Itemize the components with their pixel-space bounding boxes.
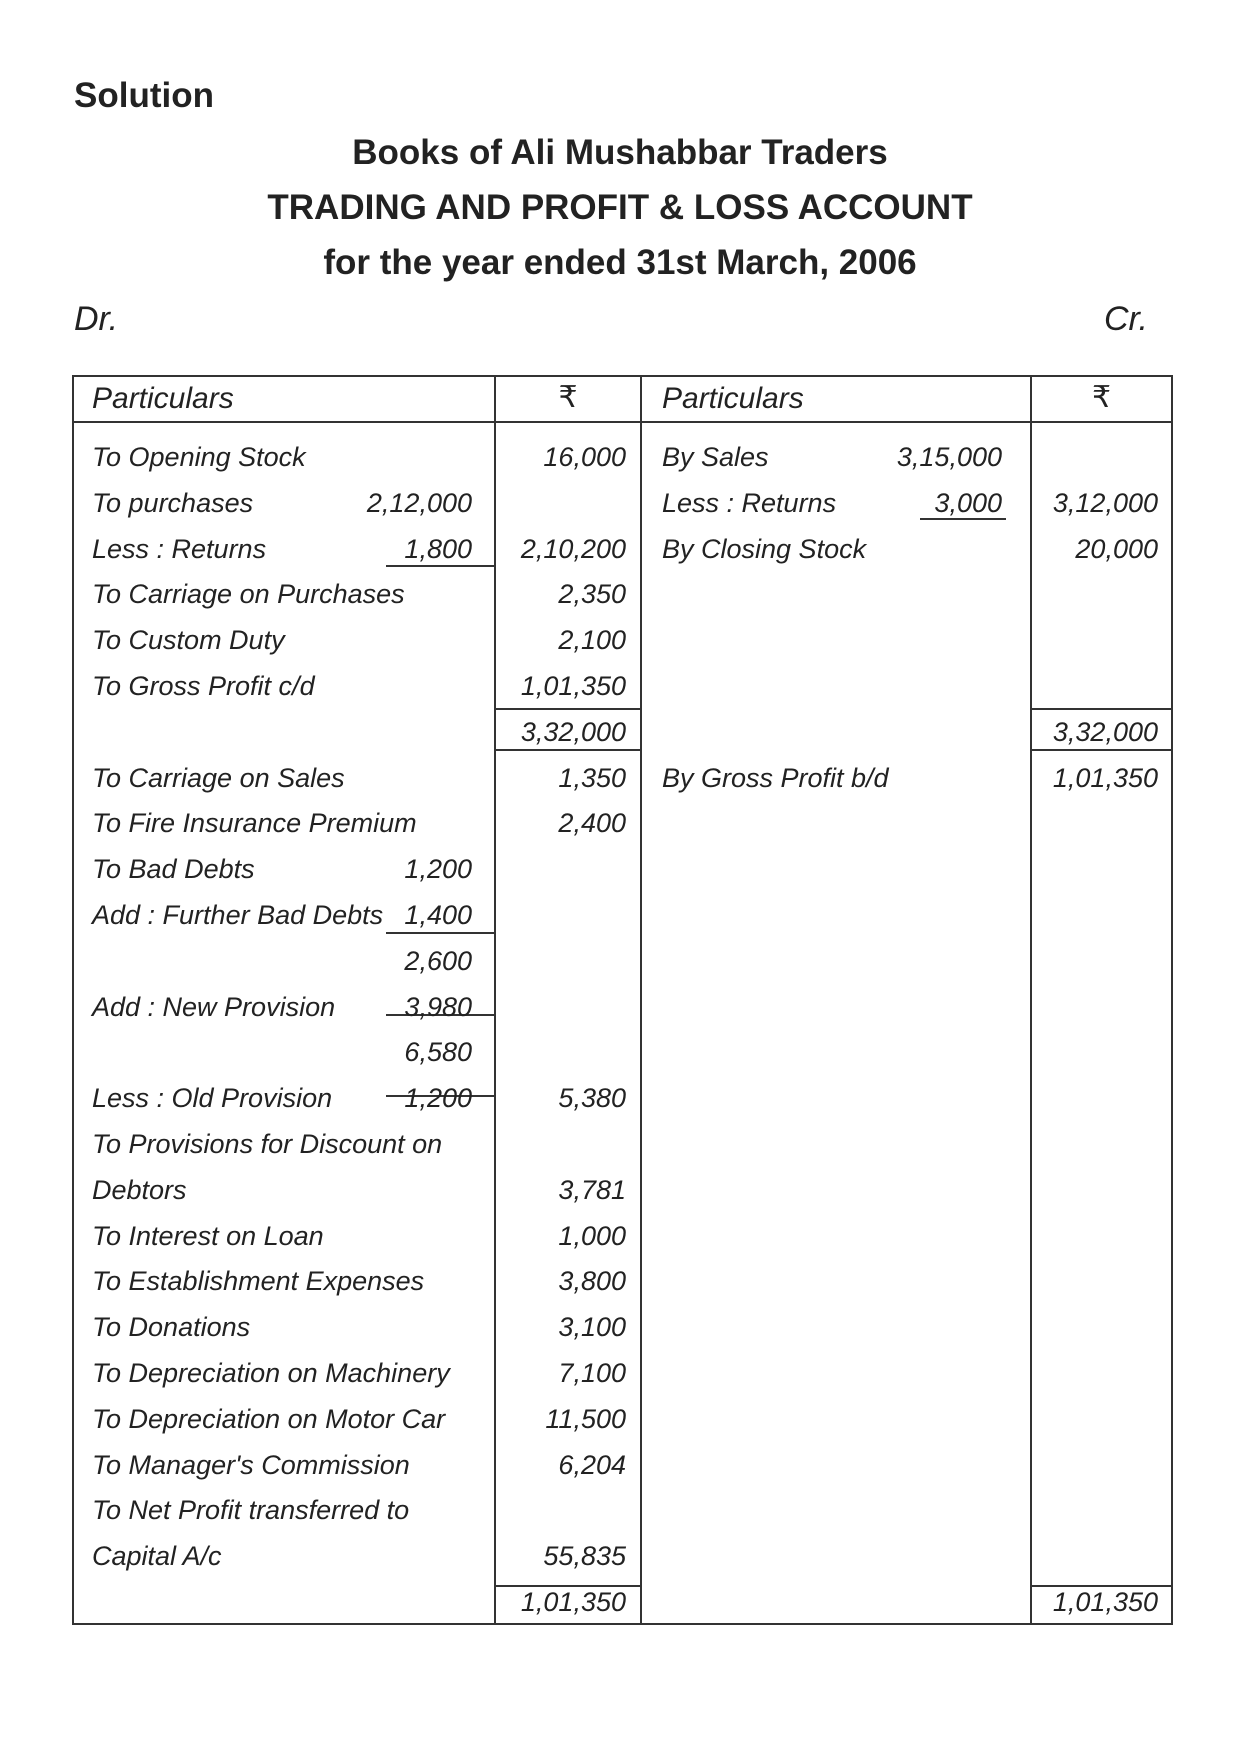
debit-row-label: To Manager's Commission (92, 1449, 410, 1480)
inner-rule (386, 932, 494, 934)
credit-row-label: By Gross Profit b/d (662, 762, 889, 793)
debit-row-label: To Provisions for Discount on (92, 1129, 443, 1159)
debit-row-label: To purchases (92, 487, 254, 518)
total-rule-top (1030, 708, 1171, 710)
dr-label: Dr. (74, 300, 119, 338)
debit-row-label: To Depreciation on Machinery (92, 1358, 450, 1388)
debit-row-inner-amount: 1,200 (404, 1083, 472, 1114)
credit-row-amount: 3,12,000 (1052, 487, 1158, 518)
credit-row-label: By Closing Stock (662, 533, 867, 564)
debit-row-inner-amount: 2,600 (404, 945, 472, 976)
debit-row-inner-amount: 2,12,000 (366, 487, 472, 518)
column-divider (494, 377, 496, 1623)
credit-row-label: Less : Returns (662, 487, 837, 518)
column-divider (1030, 377, 1032, 1623)
credit-particulars-header: Particulars (662, 382, 804, 415)
debit-row-amount: 1,350 (558, 762, 626, 793)
inner-rule (386, 565, 494, 567)
debit-particulars-header: Particulars (92, 382, 234, 415)
debit-row-amount: 2,10,200 (520, 533, 626, 564)
period-title: for the year ended 31st March, 2006 (323, 243, 917, 282)
debit-row-inner-amount: 6,580 (404, 1037, 472, 1068)
debit-row-amount: 1,000 (558, 1220, 626, 1251)
inner-rule (920, 518, 1006, 520)
debit-row-amount: 2,400 (558, 808, 626, 839)
debit-row-amount: 16,000 (543, 442, 626, 472)
debit-row-label: To Net Profit transferred to (92, 1495, 410, 1526)
cr-label: Cr. (1103, 300, 1148, 338)
credit-row-amount: 1,01,350 (1052, 762, 1158, 793)
debit-row-label: To Gross Profit c/d (92, 671, 315, 701)
credit-row-amount: 20,000 (1075, 533, 1158, 564)
debit-currency-header: ₹ (558, 381, 578, 414)
debit-row-amount: 2,350 (558, 579, 626, 610)
credit-row-inner-amount: 3,15,000 (896, 442, 1002, 472)
debit-row-label: Add : New Provision (92, 991, 336, 1022)
debit-row-amount: 3,100 (558, 1312, 626, 1343)
column-divider (640, 377, 642, 1623)
debit-row-label: To Depreciation on Motor Car (92, 1403, 446, 1434)
debit-row-label: To Carriage on Sales (92, 762, 345, 793)
debit-row-amount: 1,01,350 (520, 1587, 626, 1617)
header-rule (74, 421, 1171, 423)
debit-row-label: To Establishment Expenses (92, 1266, 425, 1297)
debit-row-amount: 3,781 (558, 1174, 626, 1205)
debit-row-label: To Interest on Loan (92, 1220, 324, 1251)
debit-row-inner-amount: 1,200 (404, 854, 472, 885)
account-title: TRADING AND PROFIT & LOSS ACCOUNT (267, 188, 973, 227)
debit-row-inner-amount: 1,800 (404, 533, 472, 564)
debit-row-inner-amount: 1,400 (404, 900, 472, 930)
credit-row-label: By Sales (662, 442, 769, 472)
credit-currency-header: ₹ (1091, 381, 1112, 414)
debit-row-amount: 3,32,000 (520, 716, 626, 747)
debit-row-amount: 7,100 (558, 1358, 626, 1388)
debit-row-amount: 1,01,350 (520, 671, 626, 701)
debit-row-amount: 3,800 (558, 1266, 626, 1297)
books-title: Books of Ali Mushabbar Traders (352, 133, 888, 172)
debit-row-label: Less : Returns (92, 533, 267, 564)
debit-row-label: Capital A/c (92, 1541, 222, 1572)
debit-row-label: To Opening Stock (92, 442, 306, 472)
debit-row-label: Add : Further Bad Debts (92, 900, 384, 930)
debit-row-amount: 55,835 (543, 1541, 626, 1572)
debit-row-label: To Bad Debts (92, 854, 255, 885)
debit-row-label: To Donations (92, 1312, 251, 1343)
debit-row-label: Debtors (92, 1174, 187, 1205)
total-rule-bottom (494, 749, 640, 751)
debit-row-inner-amount: 3,980 (404, 991, 472, 1022)
total-rule-bottom (1030, 749, 1171, 751)
credit-row-amount: 3,32,000 (1052, 716, 1158, 747)
debit-row-label: To Custom Duty (92, 625, 285, 656)
debit-row-amount: 6,204 (558, 1449, 626, 1480)
debit-row-amount: 2,100 (558, 625, 626, 656)
debit-row-label: To Carriage on Purchases (92, 579, 405, 610)
credit-row-inner-amount: 3,000 (934, 487, 1002, 518)
debit-row-label: To Fire Insurance Premium (92, 808, 417, 839)
total-rule-top (494, 708, 640, 710)
debit-row-label: Less : Old Provision (92, 1083, 333, 1114)
debit-row-amount: 5,380 (558, 1083, 626, 1114)
debit-row-amount: 11,500 (545, 1403, 626, 1434)
solution-label: Solution (74, 76, 214, 115)
credit-row-amount: 1,01,350 (1052, 1587, 1158, 1617)
account-table (72, 375, 1173, 1625)
